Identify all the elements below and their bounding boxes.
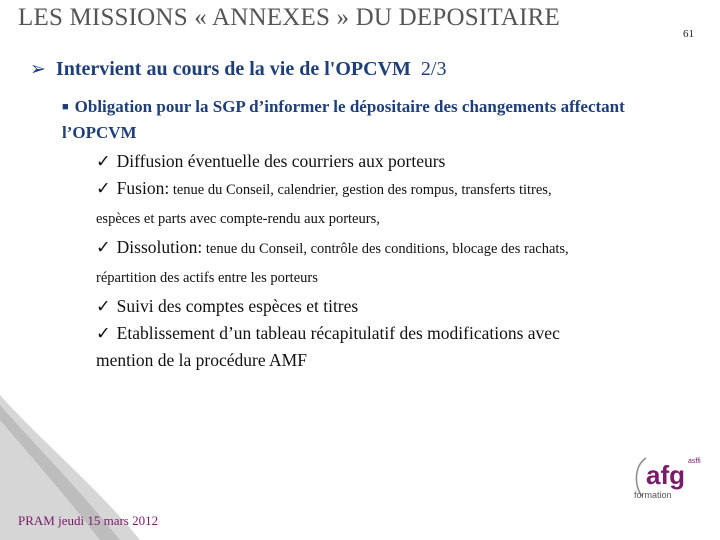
- item-continuation: mention de la procédure AMF: [96, 350, 307, 370]
- item-lead: Dissolution:: [116, 237, 203, 257]
- footer-date: PRAM jeudi 15 mars 2012: [18, 513, 159, 528]
- page-number: 61: [683, 28, 694, 40]
- sub-bullet: [62, 94, 682, 146]
- checkmark-icon: ✓: [96, 178, 111, 198]
- part-indicator: 2/3: [420, 58, 447, 80]
- checkmark-icon: ✓: [96, 296, 111, 316]
- arrow-bullet-icon: ➢: [30, 59, 46, 80]
- item-lead: Suivi des comptes espèces et titres: [116, 296, 359, 316]
- checkmark-icon: ✓: [96, 151, 111, 171]
- list-item: [96, 148, 706, 175]
- list-item: [96, 234, 706, 293]
- item-detail: tenue du Conseil, calendrier, gestion des rompus, transferts titres,: [169, 182, 552, 198]
- main-bullet: [30, 58, 446, 81]
- main-bullet-text: Intervient au cours de la vie de l'OPCVM: [55, 58, 411, 80]
- item-continuation: espèces et parts avec compte-rendu aux porteurs,: [96, 211, 380, 227]
- item-lead: Etablissement d’un tableau récapitulatif des modifications avec: [116, 323, 560, 343]
- square-bullet-icon: ■: [62, 101, 69, 113]
- check-list: [96, 148, 706, 374]
- list-item: [96, 320, 706, 374]
- list-item: [96, 175, 706, 234]
- checkmark-icon: ✓: [96, 323, 111, 343]
- item-continuation: répartition des actifs entre les porteurs: [96, 270, 318, 286]
- slide-title: LES MISSIONS « ANNEXES » DU DEPOSITAIRE: [18, 4, 560, 31]
- list-item: [96, 293, 706, 320]
- checkmark-icon: ✓: [96, 237, 111, 257]
- logo-sub-bottom: formation: [634, 490, 672, 500]
- logo-sub-top: asffi: [688, 458, 701, 465]
- item-lead: Diffusion éventuelle des courriers aux porteurs: [116, 151, 446, 171]
- sub-bullet-text: Obligation pour la SGP d’informer le dépositaire des changements affectant l’OPCVM: [62, 97, 625, 142]
- item-detail: tenue du Conseil, contrôle des conditions, blocage des rachats,: [202, 241, 569, 257]
- logo-brand: afg: [646, 460, 685, 490]
- item-lead: Fusion:: [116, 178, 170, 198]
- afg-formation-logo: [632, 452, 710, 504]
